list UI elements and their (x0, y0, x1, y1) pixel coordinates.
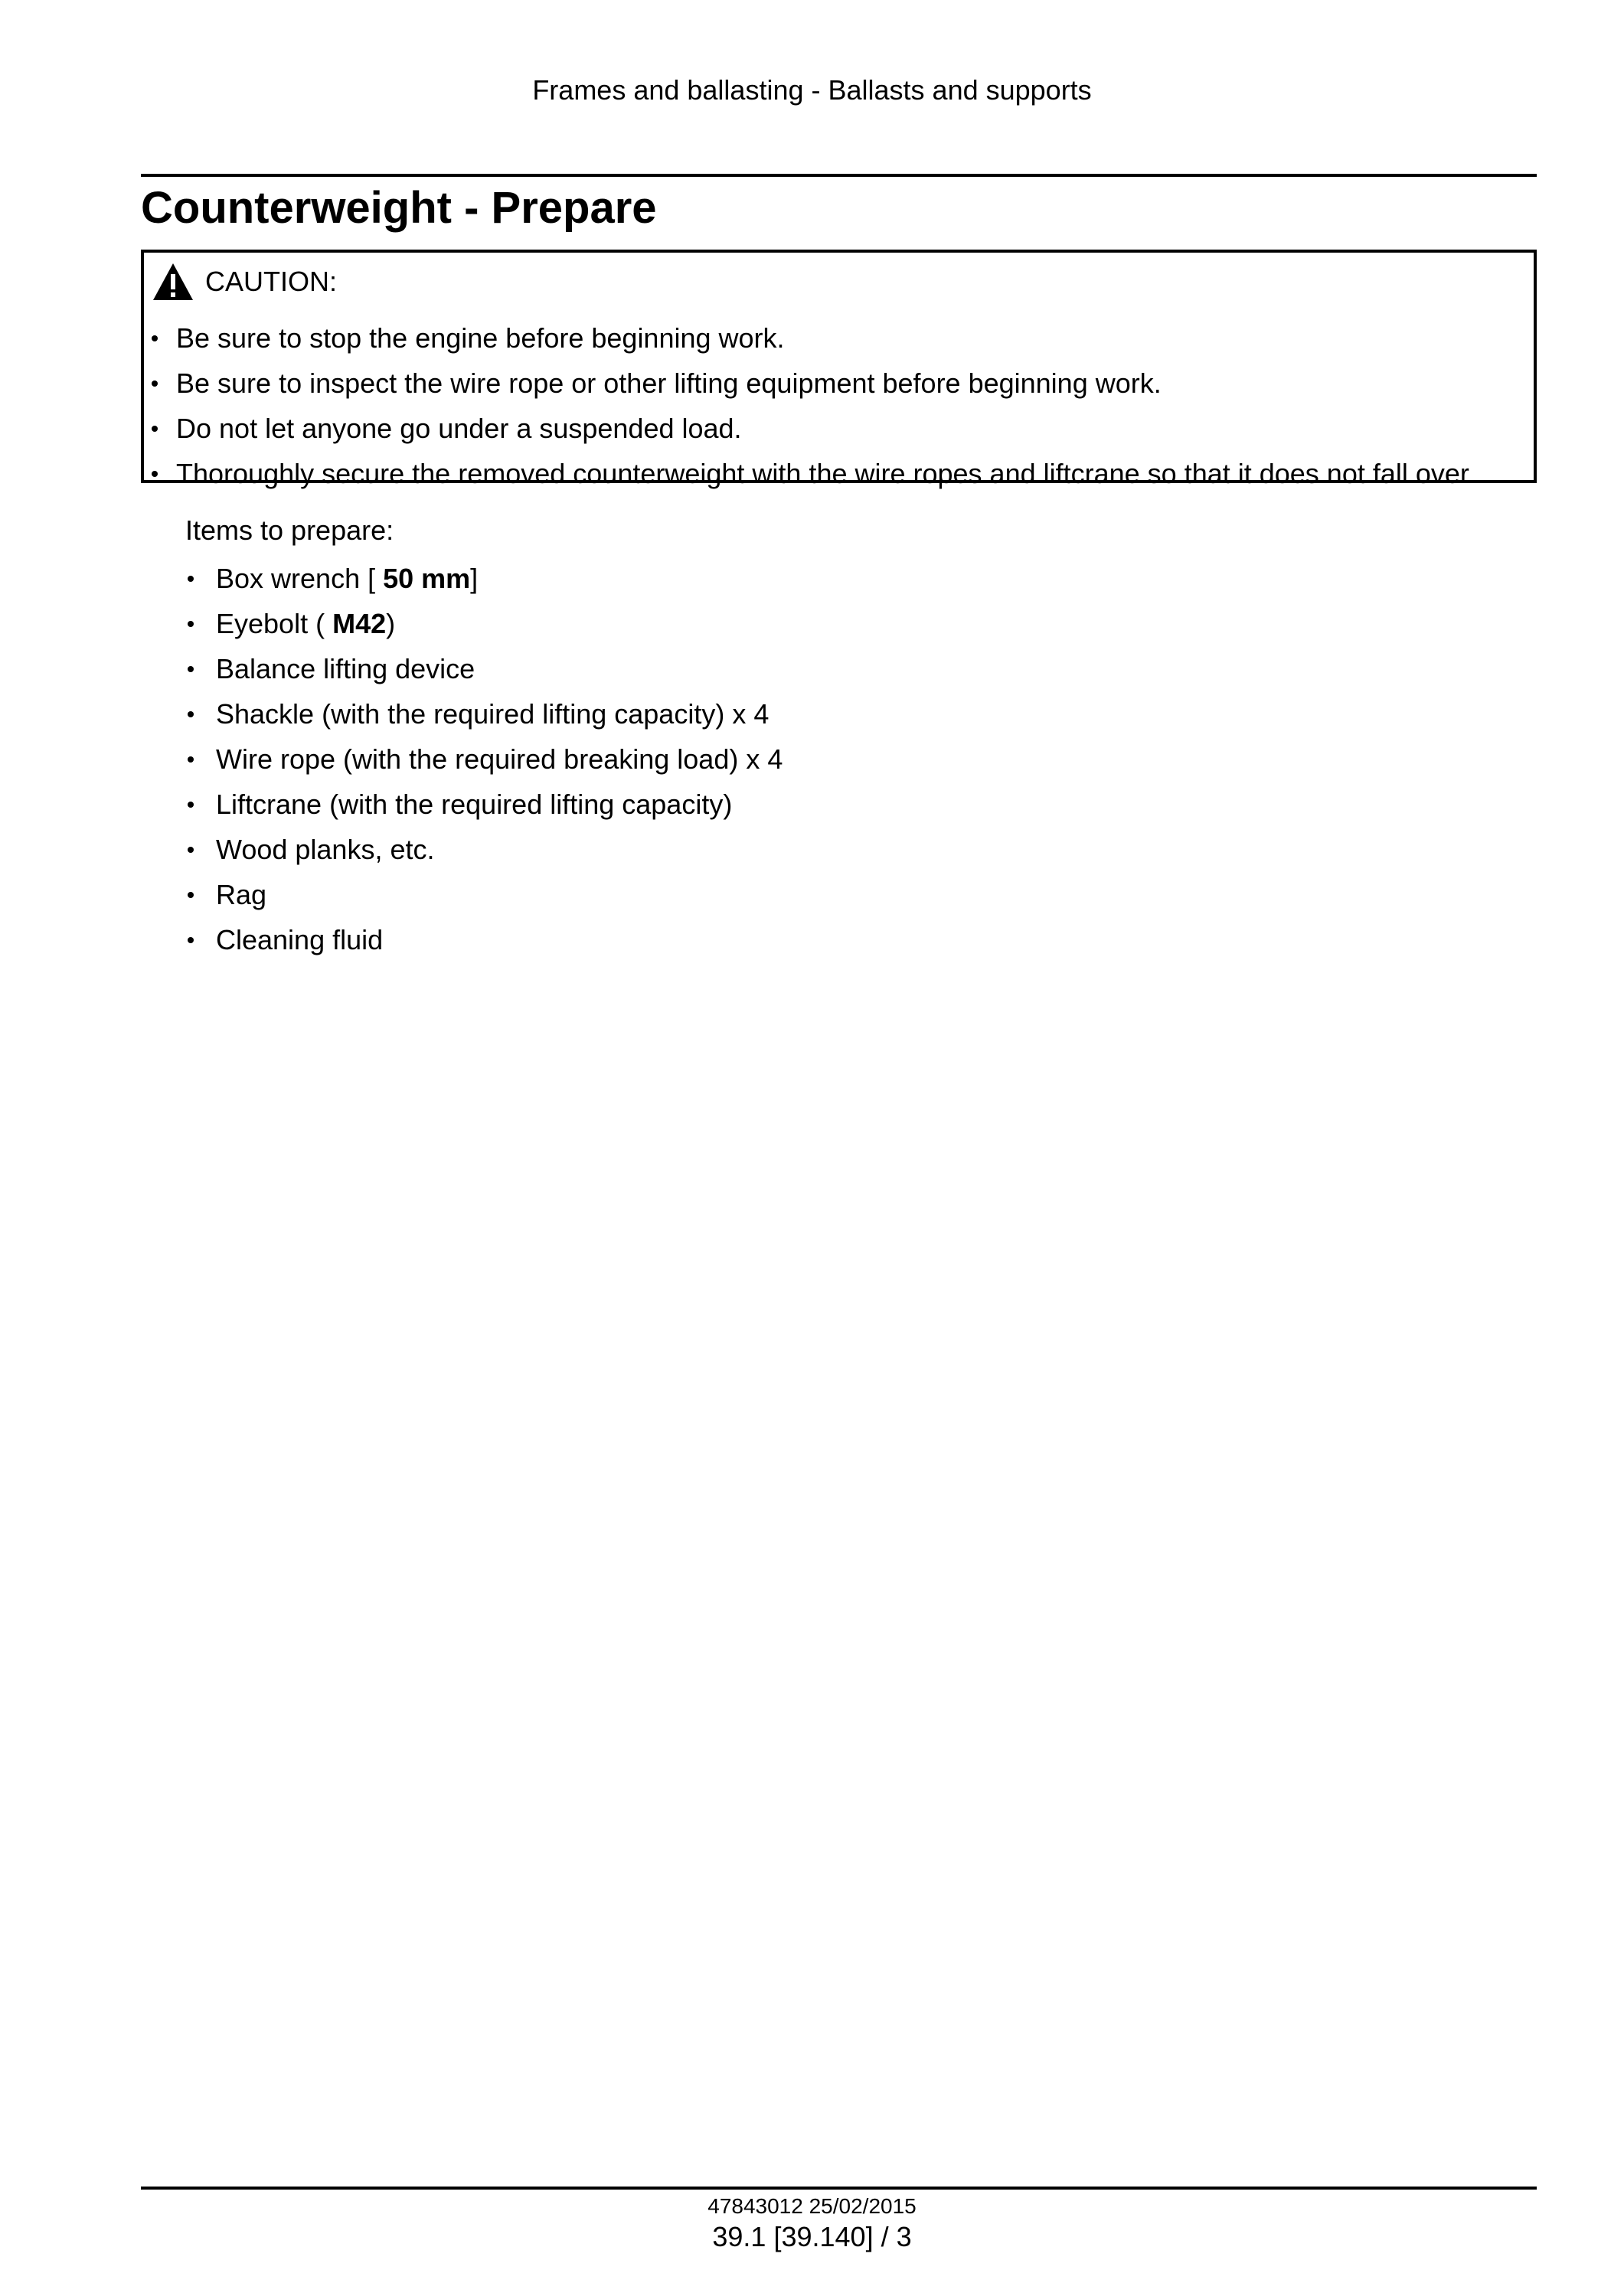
header-divider (141, 174, 1537, 177)
caution-item: Be sure to inspect the wire rope or other lifting equipment before beginning work. (144, 361, 1475, 406)
caution-item: Thoroughly secure the removed counterweight with the wire ropes and liftcrane so that it does not fall over. (144, 451, 1475, 496)
warning-triangle-icon (152, 262, 194, 302)
list-item: Eyebolt ( M42) (185, 601, 783, 646)
caution-header (152, 259, 337, 305)
page-number: 39.1 [39.140] / 3 (712, 2221, 912, 2252)
caution-box (141, 250, 1537, 489)
caution-list (144, 315, 1475, 496)
items-to-prepare (185, 511, 783, 962)
list-item: Shackle (with the required lifting capacity) x 4 (185, 691, 783, 736)
list-item: Balance lifting device (185, 646, 783, 691)
list-item: Wood planks, etc. (185, 827, 783, 872)
items-list (185, 556, 783, 962)
page-header: Frames and ballasting - Ballasts and supports (532, 74, 1092, 106)
caution-item: Be sure to stop the engine before beginning work. (144, 315, 1475, 361)
items-label: Items to prepare: (185, 514, 394, 546)
footer-divider (141, 2187, 1537, 2190)
list-item: Cleaning fluid (185, 917, 783, 962)
page-title: Counterweight - Prepare (141, 183, 657, 233)
caution-label: CAUTION: (205, 266, 338, 297)
list-item: Box wrench [ 50 mm] (185, 556, 783, 601)
document-code: 47843012 25/02/2015 (707, 2194, 917, 2218)
caution-item: Do not let anyone go under a suspended load. (144, 406, 1475, 451)
list-item: Rag (185, 872, 783, 917)
list-item: Wire rope (with the required breaking load) x 4 (185, 736, 783, 782)
list-item: Liftcrane (with the required lifting capacity) (185, 782, 783, 827)
